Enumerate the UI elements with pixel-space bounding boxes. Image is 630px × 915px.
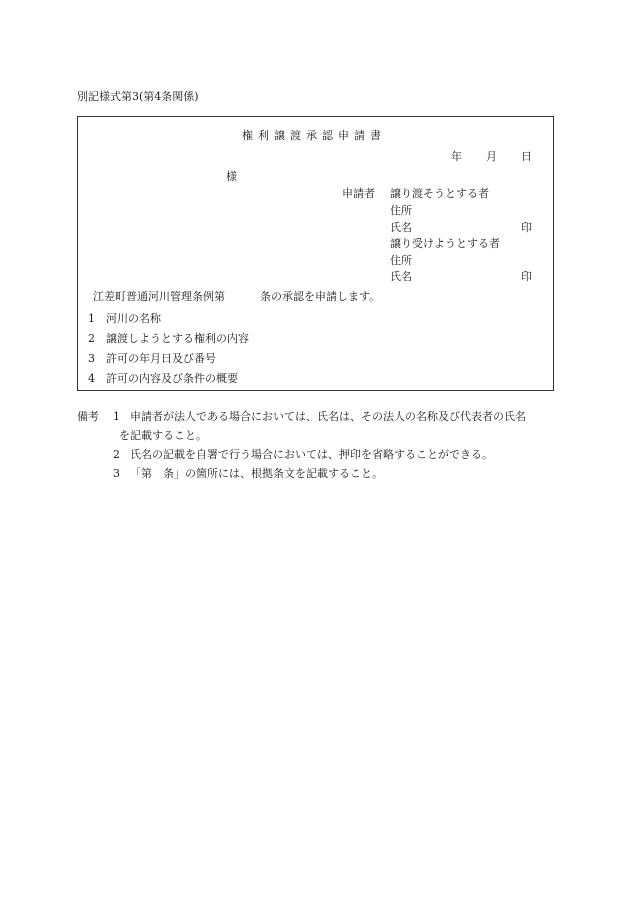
form-item-text: 河川の名称 [106, 312, 161, 325]
note-number: 1 [113, 410, 120, 423]
notes-label: 備考 [77, 410, 99, 423]
transferee-address-label: 住所 [390, 254, 412, 267]
form-item-text: 許可の内容及び条件の概要 [106, 372, 238, 385]
form-header-label: 別記様式第3(第4条関係) [77, 90, 199, 103]
form-item-text: 許可の年月日及び番号 [106, 352, 216, 365]
applicant-label: 申請者 [342, 187, 375, 200]
date-day-label: 日 [521, 150, 532, 163]
transferor-address-label: 住所 [390, 204, 412, 217]
date-month-label: 月 [486, 150, 497, 163]
form-item-text: 譲渡しようとする権利の内容 [106, 332, 249, 345]
form-title: 権利譲渡承認申請書 [242, 129, 386, 142]
application-statement-part2: 条の承認を申請します。 [260, 290, 381, 303]
transferor-label: 譲り渡そうとする者 [390, 187, 489, 200]
date-year-label: 年 [451, 150, 462, 163]
transferor-seal-mark: 印 [521, 221, 532, 234]
transferee-seal-mark: 印 [521, 270, 532, 283]
form-item-number: 4 [88, 372, 95, 385]
note-number: 2 [113, 448, 120, 461]
note-text: 「第 条」の箇所には、根拠条文を記載すること。 [130, 467, 383, 480]
form-item-number: 2 [88, 332, 95, 345]
note-text: 申請者が法人である場合においては、氏名は、その法人の名称及び代表者の氏名 [130, 410, 526, 423]
note-text: 氏名の記載を自署で行う場合においては、押印を省略することができる。 [130, 448, 493, 461]
note-text-continued: を記載すること。 [119, 429, 207, 442]
transferee-name-label: 氏名 [390, 270, 412, 283]
addressee-suffix: 様 [226, 170, 237, 183]
application-form-box [77, 116, 554, 391]
form-item-number: 1 [88, 312, 95, 325]
form-item-number: 3 [88, 352, 95, 365]
application-statement-part1: 江差町普通河川管理条例第 [93, 290, 225, 303]
transferee-label: 譲り受けようとする者 [390, 237, 500, 250]
note-number: 3 [113, 467, 120, 480]
transferor-name-label: 氏名 [390, 221, 412, 234]
